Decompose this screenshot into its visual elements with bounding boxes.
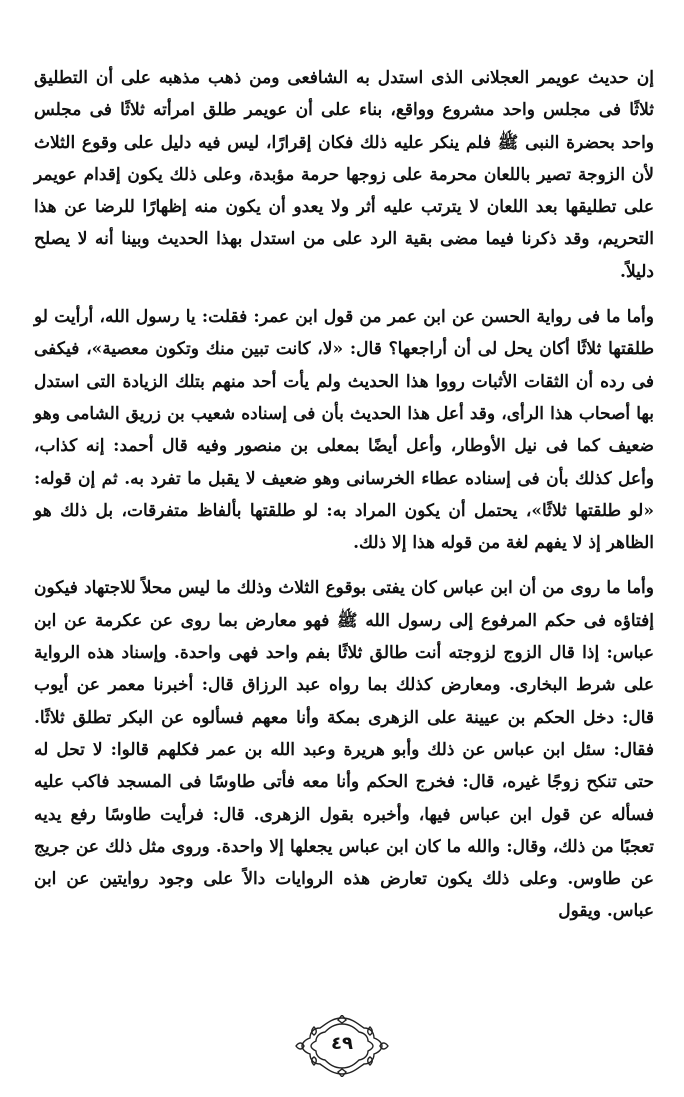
paragraph-3: وأما ما روى من أن ابن عباس كان يفتى بوقوع الثلاث وذلك ما ليس محلاً للاجتهاد فيكون إفتاؤه فى حكم المرفوع إلى رسول الله ﷺ فهو معارض بما روى عن عكرمة عن ابن عباس: إذا قال الزوج لزوجته أنت طالق ثلاثًا بفم واحد فهى واحدة. وإسناد هذه الرواية على شرط البخارى. ومعارض كذلك بما رواه عبد الرزاق قال: أخبرنا معمر عن أيوب قال: دخل الحكم بن عيينة على الزهرى بمكة وأنا معهم فسألوه عن البكر تطلق ثلاثًا. فقال: سئل ابن عباس عن ذلك وأبو هريرة وعبد الله بن عمر فكلهم قالوا: لا تحل له حتى تنكح زوجًا غيره، قال: فخرج الحكم وأنا معه فأتى طاوسًا فى المسجد فاكب عليه فسأله عن قول ابن عباس فيها، وأخبره بقول الزهرى. قال: فرأيت طاوسًا رفع يديه تعجبًا من ذلك، وقال: والله ما كان ابن عباس يجعلها إلا واحدة. وروى مثل ذلك عن جريج عن طاوس. وعلى ذلك يكون تعارض هذه الروايات دالاً على وجود روايتين عن ابن عباس. ويقول xyxy=(34,578,654,922)
page-number-ornament xyxy=(292,1015,392,1077)
page-number: ٤٩ xyxy=(331,1033,353,1054)
paragraph-2: وأما ما فى رواية الحسن عن ابن عمر من قول ابن عمر: فقلت: يا رسول الله، أرأيت لو طلقتها ثلاثًا أكان يحل لى أن أراجعها؟ قال: «لا، كانت تبين منك وتكون معصية»، فيكفى فى رده أن الثقات الأثبات رووا هذا الحديث ولم يأت أحد منهم بتلك الزيادة التى استدل بها أصحاب هذا الرأى، وقد أعل هذا الحديث بأن فى إسناده شعيب بن زريق الشامى وهو ضعيف كما فى نيل الأوطار، وأعل أيضًا بمعلى بن منصور وفيه قال أحمد: إنه كذاب، وأعل كذلك بأن فى إسناده عطاء الخرسانى وهو ضعيف لا يقبل ما تفرد به. ثم إن قوله: «لو طلقتها ثلاثًا»، يحتمل أن يكون المراد به: لو طلقتها بألفاظ متفرقات، بل ذلك هو الظاهر إذ لا يفهم لغة من قوله هذا إلا ذلك. xyxy=(34,307,654,554)
page-body xyxy=(34,62,654,928)
paragraph-1: إن حديث عويمر العجلانى الذى استدل به الشافعى ومن ذهب مذهبه على أن التطليق ثلاثًا فى مجلس واحد مشروع وواقع، بناء على أن عويمر طلق امرأته ثلاثًا فى مجلس واحد بحضرة النبى ﷺ فلم ينكر عليه ذلك فكان إقرارًا، ليس فيه دليل على وقوع الثلاث لأن الزوجة تصير باللعان محرمة على زوجها حرمة مؤبدة، وعلى ذلك يكون إقدام عويمر على تطليقها بعد اللعان لا يترتب عليه أثر ولا يعدو أن يكون منه إظهارًا للرضا عن هذا التحريم، وقد ذكرنا فيما مضى بقية الرد على من استدل بهذا الحديث وبينا أنه لا يصلح دليلاً. xyxy=(34,68,654,282)
